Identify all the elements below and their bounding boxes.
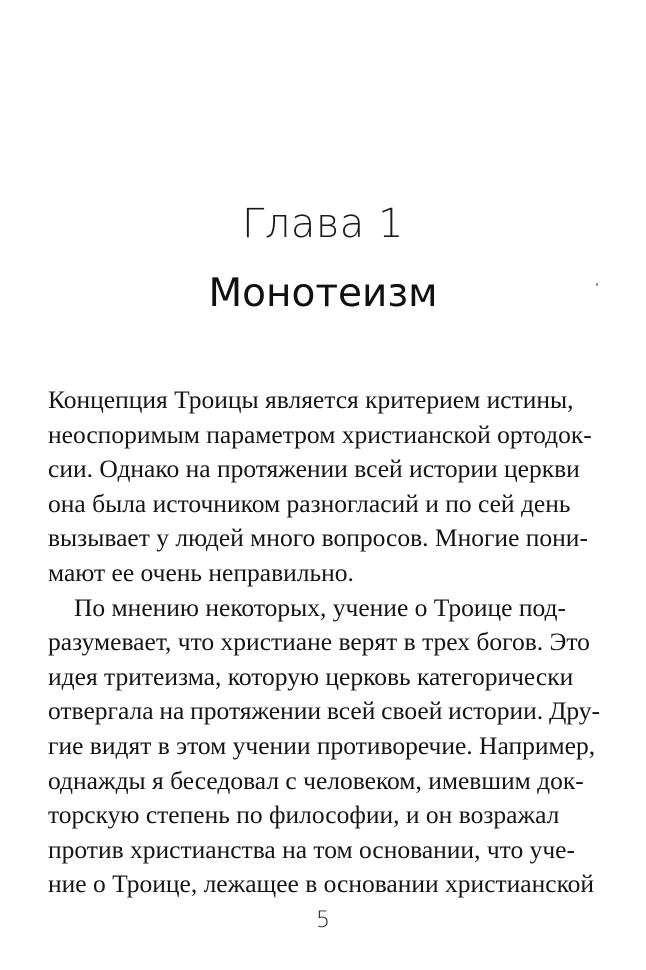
- text-line: Концепция Троицы является критерием истины,: [48, 385, 574, 414]
- text-line: торскую степень по философии, и он возражал: [48, 800, 560, 830]
- text-line: По мнению некоторых, учение о Троице под-: [74, 592, 566, 622]
- text-line: против христианства на том основании, что уче-: [48, 834, 575, 864]
- text-line: ние о Троице, лежащее в основании христианской: [48, 869, 595, 899]
- text-line: мают ее очень неправильно.: [48, 557, 354, 587]
- text-line: вызывает у людей много вопросов. Многие пони-: [48, 523, 588, 553]
- body-text: [48, 383, 600, 902]
- text-line: сии. Однако на протяжении всей истории церкви: [48, 454, 580, 484]
- text-line: разумевает, что христиане верят в трех богов. Это: [48, 627, 590, 657]
- text-line: однажды я беседовал с человеком, имевшим док-: [48, 765, 584, 795]
- chapter-title: Монотеизм: [208, 271, 438, 316]
- text-line: идея тритеизма, которую церковь категорически: [48, 661, 574, 691]
- page-number: 5: [316, 908, 330, 933]
- text-line: она была источником разногласий и по сей день: [48, 488, 571, 518]
- chapter-number: Глава 1: [242, 201, 404, 247]
- text-line: гие видят в этом учении противоречие. Например,: [48, 730, 596, 760]
- text-line: отвергала на протяжении всей своей истории. Дру-: [48, 696, 600, 726]
- text-line: неоспоримым параметром христианской ортодок-: [48, 419, 592, 449]
